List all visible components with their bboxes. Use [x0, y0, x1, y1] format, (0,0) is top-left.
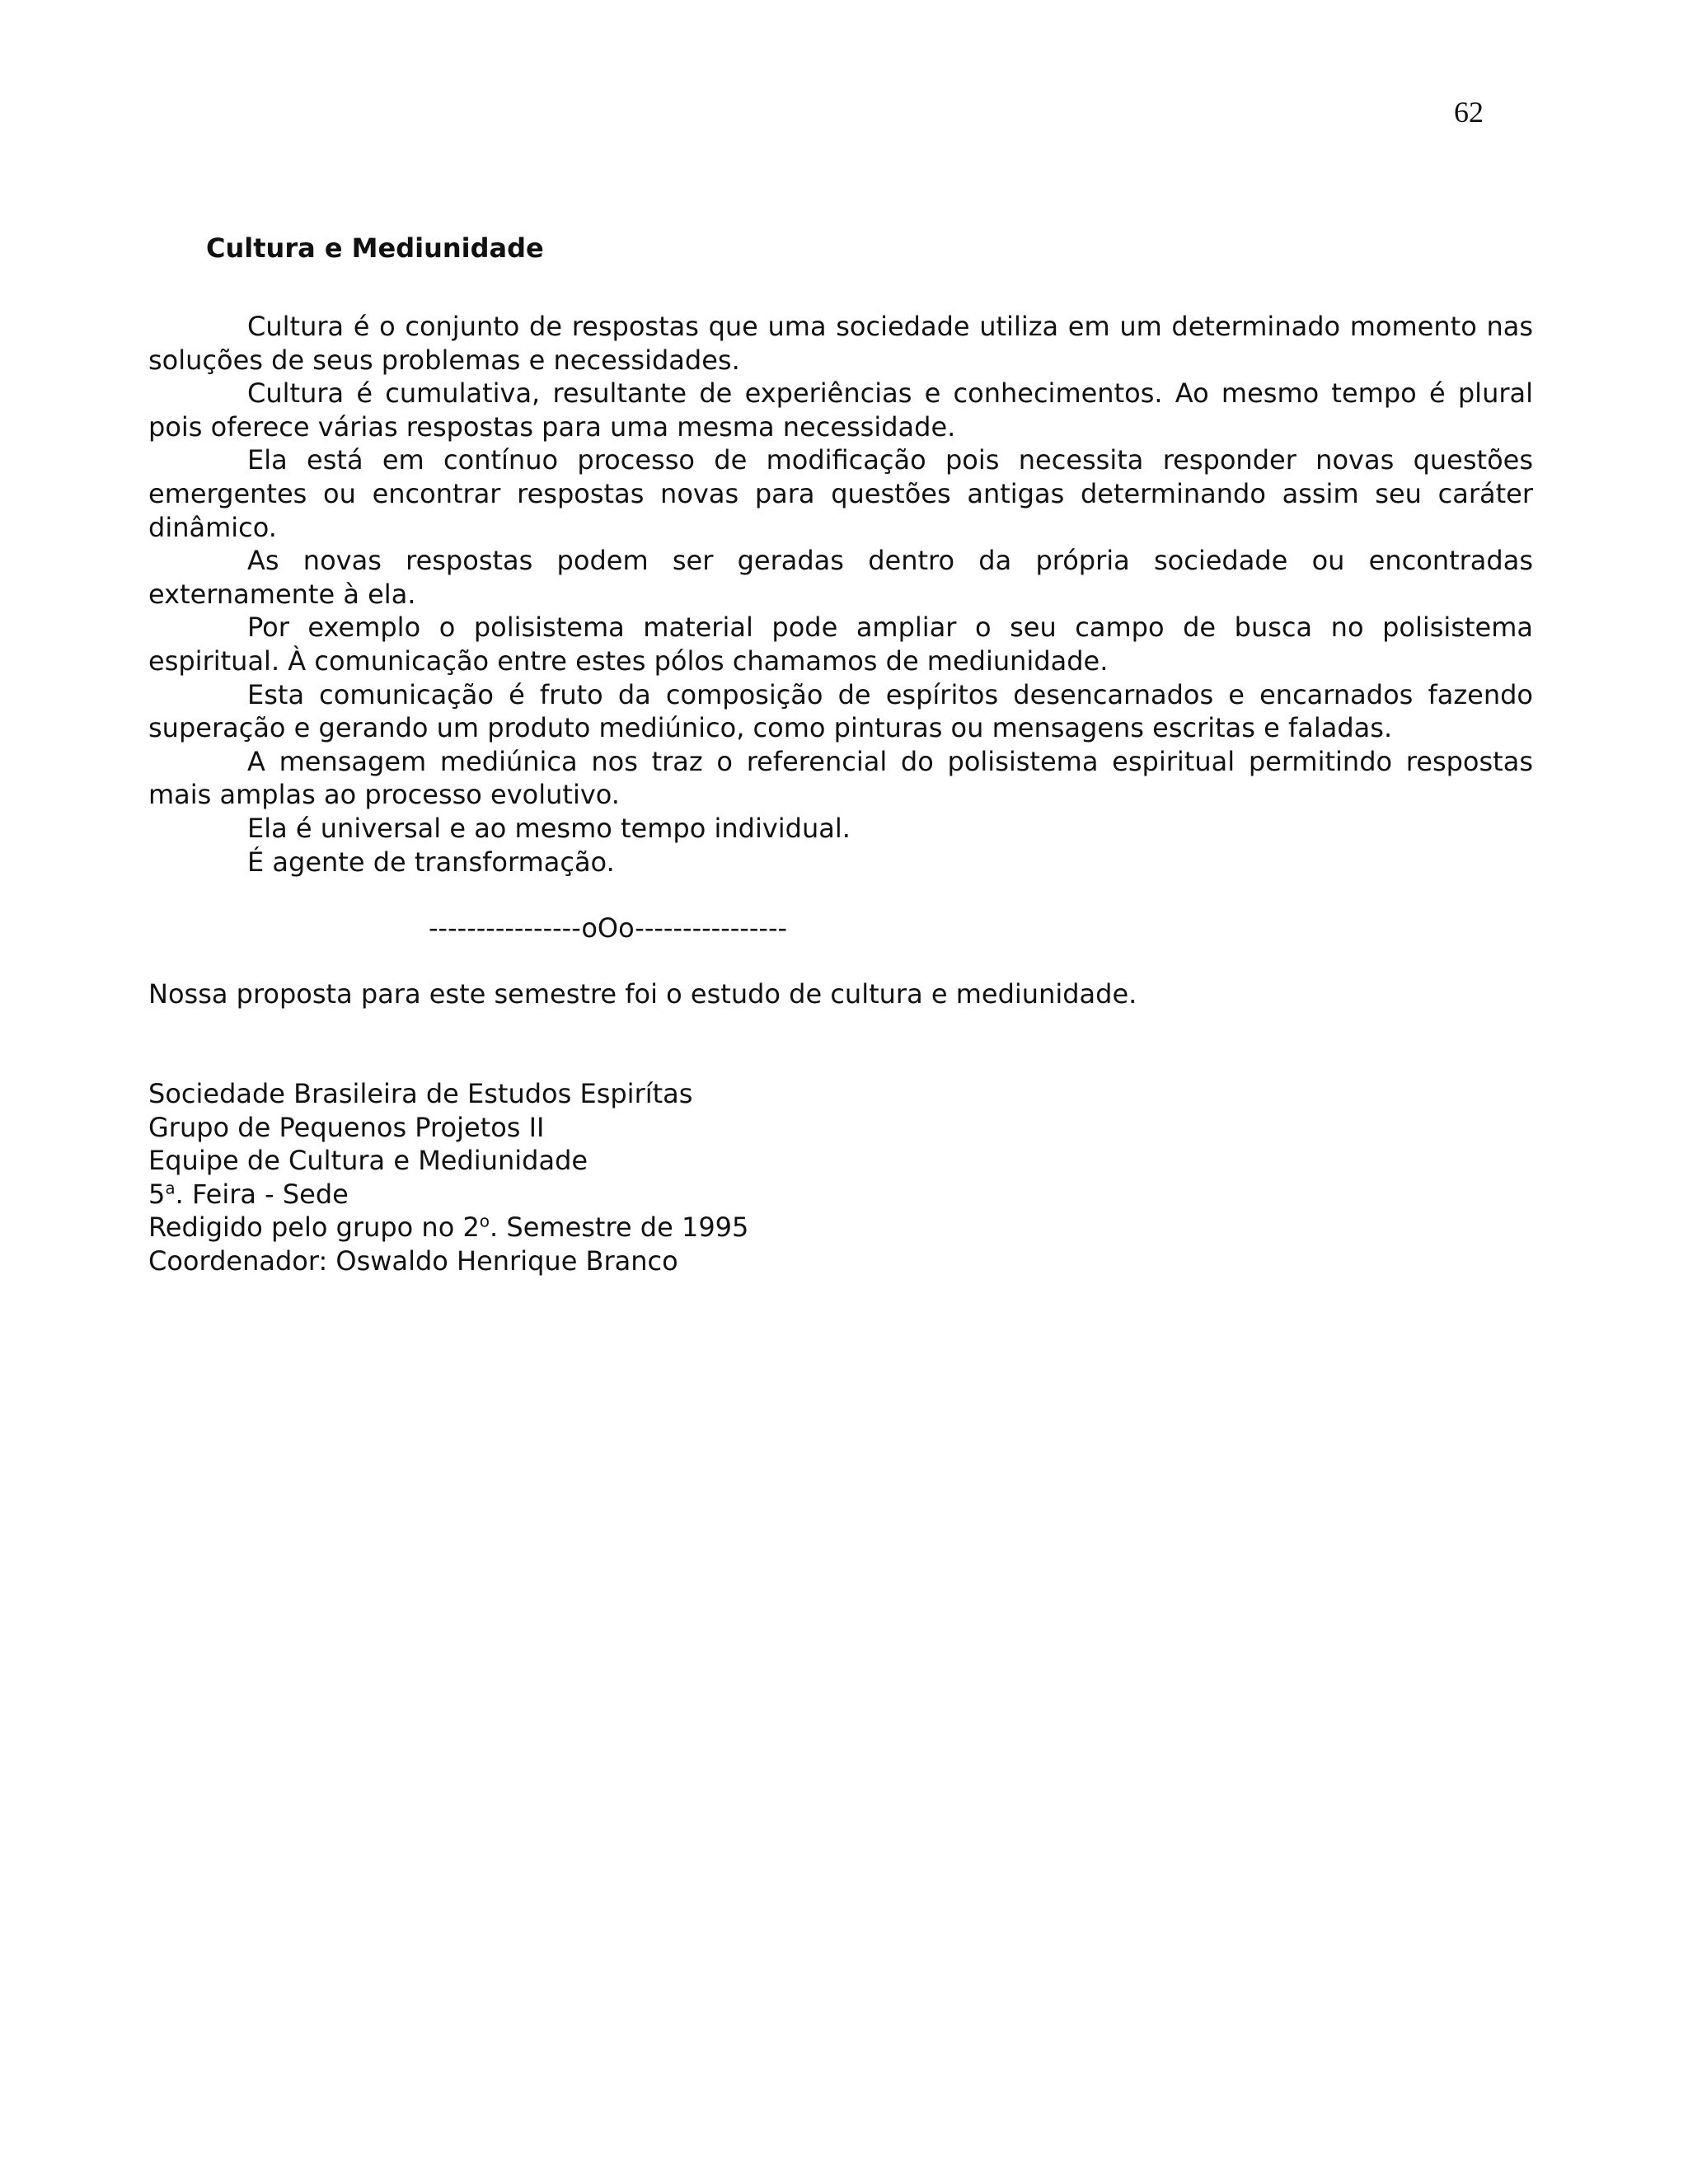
credit-group: Grupo de Pequenos Projetos II	[148, 1111, 545, 1143]
proposal-text: Nossa proposta para este semestre foi o estudo de cultura e mediunidade.	[148, 978, 1137, 1010]
credit-coordinator: Coordenador: Oswaldo Henrique Branco	[148, 1245, 678, 1277]
document-body	[148, 231, 1533, 1278]
paragraph-4: As novas respostas podem ser geradas dentro da própria sociedade ou encontradas externamente à ela.	[148, 545, 1533, 610]
paragraph-3: Ela está em contínuo processo de modificação pois necessita responder novas questões emergentes ou encontrar respostas novas para questões antigas determinando assim seu caráter dinâmico.	[148, 444, 1533, 543]
credits-block	[148, 1077, 1533, 1278]
paragraph-5: Por exemplo o polisistema material pode ampliar o seu campo de busca no polisistema espiritual. À comunicação entre estes pólos chamamos de mediunidade.	[148, 612, 1533, 677]
paragraph-8: Ela é universal e ao mesmo tempo individual.	[247, 812, 851, 844]
paragraph-9: É agente de transformação.	[247, 846, 615, 878]
credit-team: Equipe de Cultura e Mediunidade	[148, 1145, 588, 1177]
credit-society: Sociedade Brasileira de Estudos Espirítas	[148, 1078, 693, 1110]
credit-meeting-day	[148, 1178, 1533, 1212]
page-number: 62	[1454, 96, 1484, 129]
paragraph-1: Cultura é o conjunto de respostas que uma sociedade utiliza em um determinado momento nas soluções de seus problemas e necessidades.	[148, 311, 1533, 376]
credit-day-number: 5	[148, 1178, 166, 1210]
credit-written-rest: . Semestre de 1995	[490, 1212, 749, 1244]
section-title: Cultura e Mediunidade	[206, 232, 544, 264]
paragraph-6: Esta comunicação é fruto da composição de espíritos desencarnados e encarnados fazendo superação e gerando um produto mediúnico, como pinturas ou mensagens escritas e faladas.	[148, 678, 1533, 744]
credit-written-superscript: o	[479, 1211, 490, 1231]
credit-written	[148, 1211, 1533, 1244]
credit-written-prefix: Redigido pelo grupo no 2	[148, 1212, 480, 1244]
credit-day-rest: . Feira - Sede	[175, 1178, 349, 1210]
paragraph-2: Cultura é cumulativa, resultante de experiências e conhecimentos. Ao mesmo tempo é plural pois oferece várias respostas para uma mesma necessidade.	[148, 377, 1533, 443]
paragraph-7: A mensagem mediúnica nos traz o referencial do polisistema espiritual permitindo respostas mais amplas ao processo evolutivo.	[148, 745, 1533, 811]
credit-day-superscript: a	[165, 1178, 176, 1198]
section-separator: ----------------oOo----------------	[429, 912, 788, 944]
